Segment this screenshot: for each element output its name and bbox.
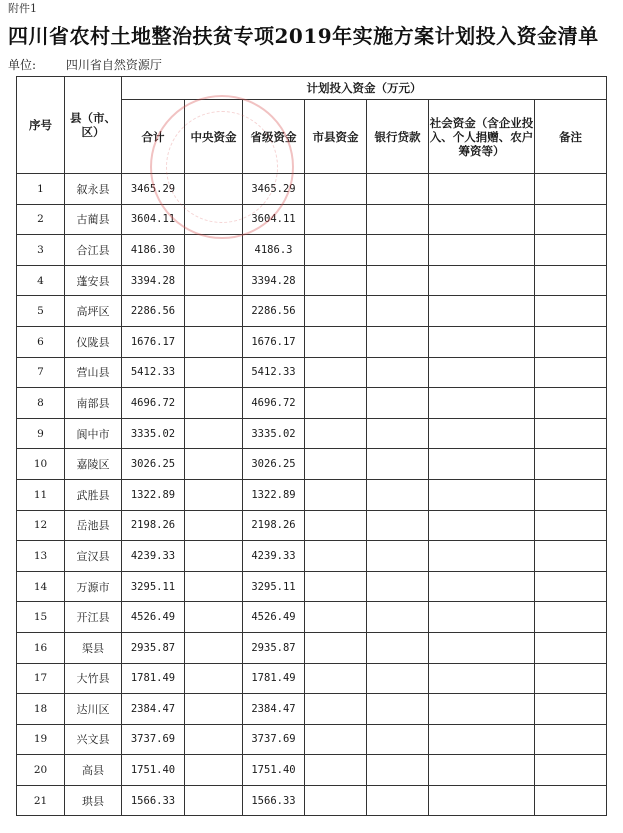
row-central [185,357,243,388]
row-county: 阆中市 [65,418,122,449]
unit-line [8,56,162,73]
row-county: 珙县 [65,785,122,816]
row-city-county [305,724,367,755]
unit-value: 四川省自然资源厅 [65,58,162,72]
document-title: 四川省农村土地整治扶贫专项2019年实施方案计划投入资金清单 [8,24,599,48]
row-county: 宣汉县 [65,541,122,572]
attachment-label: 附件1 [8,2,37,15]
row-bank [367,571,429,602]
row-county: 蓬安县 [65,265,122,296]
row-total: 2384.47 [122,694,185,725]
row-county: 嘉陵区 [65,449,122,480]
row-bank [367,204,429,235]
row-provincial: 3026.25 [243,449,305,480]
row-bank [367,265,429,296]
row-note [535,602,607,633]
row-social [429,724,535,755]
row-city-county [305,479,367,510]
row-bank [367,479,429,510]
row-city-county [305,235,367,266]
row-note [535,418,607,449]
row-bank [367,663,429,694]
row-bank [367,326,429,357]
row-provincial: 4526.49 [243,602,305,633]
row-total: 4239.33 [122,541,185,572]
row-provincial: 1781.49 [243,663,305,694]
row-central [185,602,243,633]
row-note [535,388,607,419]
row-county: 大竹县 [65,663,122,694]
row-social [429,326,535,357]
row-note [535,326,607,357]
row-county: 南部县 [65,388,122,419]
header-city-county-funds: 市县资金 [305,100,367,174]
row-social [429,479,535,510]
table-row [17,235,607,266]
header-total: 合计 [122,100,185,174]
row-seq: 17 [17,663,65,694]
row-seq: 7 [17,357,65,388]
row-county: 万源市 [65,571,122,602]
row-provincial: 1676.17 [243,326,305,357]
funding-table [16,76,607,816]
row-social [429,418,535,449]
row-city-county [305,449,367,480]
row-county: 岳池县 [65,510,122,541]
header-bank-loans: 银行贷款 [367,100,429,174]
row-total: 3335.02 [122,418,185,449]
row-bank [367,449,429,480]
row-total: 1781.49 [122,663,185,694]
row-note [535,632,607,663]
row-seq: 11 [17,479,65,510]
row-bank [367,296,429,327]
row-seq: 19 [17,724,65,755]
row-city-county [305,418,367,449]
row-social [429,265,535,296]
row-city-county [305,388,367,419]
row-social [429,296,535,327]
table-row [17,785,607,816]
row-social [429,449,535,480]
header-seq: 序号 [17,77,65,174]
row-county: 开江县 [65,602,122,633]
row-central [185,510,243,541]
table-row [17,694,607,725]
row-provincial: 2198.26 [243,510,305,541]
row-city-county [305,326,367,357]
row-note [535,174,607,205]
table-row [17,632,607,663]
row-total: 3737.69 [122,724,185,755]
row-county: 兴文县 [65,724,122,755]
row-city-county [305,265,367,296]
row-provincial: 3604.11 [243,204,305,235]
row-note [535,663,607,694]
header-central-funds: 中央资金 [185,100,243,174]
row-provincial: 2935.87 [243,632,305,663]
row-bank [367,174,429,205]
header-social-funds: 社会资金（含企业投入、个人捐赠、农户筹资等） [429,100,535,174]
row-city-county [305,785,367,816]
table-row [17,479,607,510]
row-central [185,418,243,449]
row-note [535,235,607,266]
row-total: 4526.49 [122,602,185,633]
row-seq: 16 [17,632,65,663]
row-note [535,204,607,235]
row-central [185,571,243,602]
row-seq: 13 [17,541,65,572]
row-seq: 18 [17,694,65,725]
row-central [185,663,243,694]
row-bank [367,694,429,725]
row-note [535,357,607,388]
row-bank [367,235,429,266]
row-note [535,785,607,816]
row-note [535,449,607,480]
row-provincial: 2286.56 [243,296,305,327]
table-row [17,357,607,388]
row-total: 2198.26 [122,510,185,541]
table-row [17,541,607,572]
row-social [429,571,535,602]
header-provincial-funds: 省级资金 [243,100,305,174]
row-county: 仪陇县 [65,326,122,357]
row-seq: 20 [17,755,65,786]
row-note [535,541,607,572]
row-bank [367,785,429,816]
row-provincial: 3394.28 [243,265,305,296]
table-row [17,663,607,694]
row-total: 1676.17 [122,326,185,357]
table-row [17,326,607,357]
row-social [429,357,535,388]
table-row [17,571,607,602]
row-social [429,755,535,786]
row-city-county [305,694,367,725]
row-total: 3026.25 [122,449,185,480]
row-provincial: 3465.29 [243,174,305,205]
row-total: 3465.29 [122,174,185,205]
row-central [185,632,243,663]
row-provincial: 4239.33 [243,541,305,572]
row-note [535,571,607,602]
row-county: 达川区 [65,694,122,725]
table-row [17,755,607,786]
row-seq: 15 [17,602,65,633]
table-row [17,724,607,755]
row-social [429,174,535,205]
row-central [185,235,243,266]
row-seq: 5 [17,296,65,327]
row-provincial: 4186.3 [243,235,305,266]
table-body [17,174,607,816]
row-central [185,174,243,205]
row-seq: 14 [17,571,65,602]
row-social [429,235,535,266]
row-county: 渠县 [65,632,122,663]
row-total: 3394.28 [122,265,185,296]
table-row [17,449,607,480]
row-total: 5412.33 [122,357,185,388]
row-note [535,265,607,296]
table-row [17,602,607,633]
row-county: 武胜县 [65,479,122,510]
row-city-county [305,663,367,694]
table-row [17,265,607,296]
row-bank [367,388,429,419]
row-central [185,541,243,572]
row-city-county [305,541,367,572]
row-bank [367,418,429,449]
row-central [185,785,243,816]
row-central [185,265,243,296]
row-provincial: 3295.11 [243,571,305,602]
row-county: 营山县 [65,357,122,388]
row-city-county [305,632,367,663]
row-social [429,663,535,694]
row-social [429,541,535,572]
row-social [429,510,535,541]
row-city-county [305,571,367,602]
row-total: 3604.11 [122,204,185,235]
row-seq: 6 [17,326,65,357]
row-bank [367,755,429,786]
row-seq: 2 [17,204,65,235]
row-note [535,724,607,755]
row-note [535,510,607,541]
row-total: 1322.89 [122,479,185,510]
row-central [185,204,243,235]
row-city-county [305,174,367,205]
row-total: 4186.30 [122,235,185,266]
row-city-county [305,510,367,541]
row-city-county [305,755,367,786]
row-provincial: 2384.47 [243,694,305,725]
row-seq: 21 [17,785,65,816]
row-county: 高坪区 [65,296,122,327]
table-row [17,418,607,449]
row-social [429,632,535,663]
header-county: 县（市、区） [65,77,122,174]
row-bank [367,357,429,388]
row-seq: 1 [17,174,65,205]
row-seq: 9 [17,418,65,449]
header-planned-funds: 计划投入资金（万元） [122,77,607,100]
row-bank [367,510,429,541]
row-bank [367,602,429,633]
row-bank [367,632,429,663]
row-central [185,296,243,327]
row-social [429,388,535,419]
row-city-county [305,204,367,235]
row-county: 合江县 [65,235,122,266]
row-provincial: 3737.69 [243,724,305,755]
row-note [535,479,607,510]
table-row [17,174,607,205]
row-bank [367,541,429,572]
table-row [17,296,607,327]
row-note [535,296,607,327]
row-total: 1751.40 [122,755,185,786]
row-seq: 12 [17,510,65,541]
row-total: 3295.11 [122,571,185,602]
row-city-county [305,296,367,327]
row-central [185,388,243,419]
table-row [17,388,607,419]
row-note [535,694,607,725]
row-social [429,204,535,235]
row-total: 1566.33 [122,785,185,816]
row-central [185,479,243,510]
row-central [185,449,243,480]
unit-label: 单位: [8,58,37,72]
row-social [429,785,535,816]
row-county: 叙永县 [65,174,122,205]
row-central [185,694,243,725]
row-note [535,755,607,786]
table-row [17,204,607,235]
row-city-county [305,602,367,633]
row-county: 高县 [65,755,122,786]
row-provincial: 3335.02 [243,418,305,449]
row-seq: 8 [17,388,65,419]
row-county: 古蔺县 [65,204,122,235]
row-provincial: 1322.89 [243,479,305,510]
row-central [185,326,243,357]
row-total: 2286.56 [122,296,185,327]
row-seq: 4 [17,265,65,296]
row-provincial: 1566.33 [243,785,305,816]
row-city-county [305,357,367,388]
row-total: 4696.72 [122,388,185,419]
row-provincial: 4696.72 [243,388,305,419]
row-seq: 3 [17,235,65,266]
row-total: 2935.87 [122,632,185,663]
row-provincial: 5412.33 [243,357,305,388]
row-central [185,724,243,755]
row-seq: 10 [17,449,65,480]
row-provincial: 1751.40 [243,755,305,786]
table-row [17,510,607,541]
row-bank [367,724,429,755]
row-social [429,694,535,725]
header-remarks: 备注 [535,100,607,174]
row-social [429,602,535,633]
row-central [185,755,243,786]
